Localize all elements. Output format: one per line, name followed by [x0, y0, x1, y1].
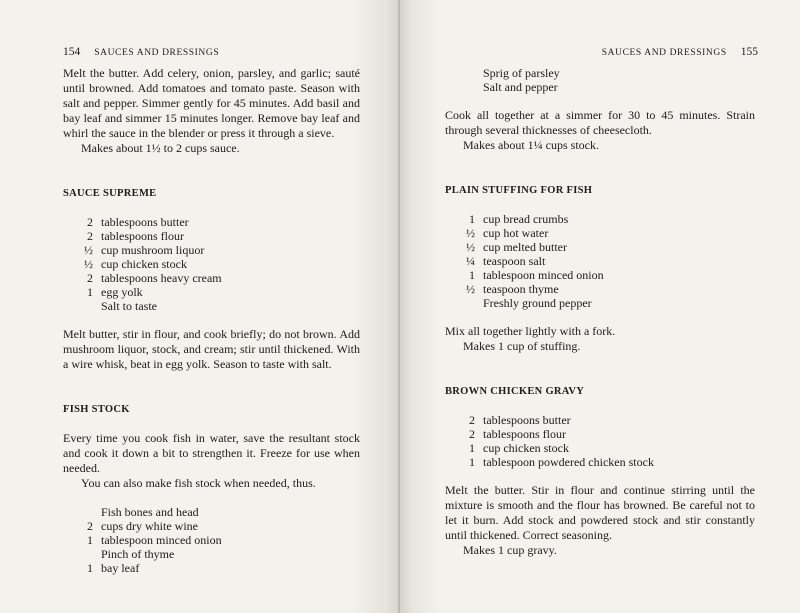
ingredient: 1 egg yolk	[87, 285, 143, 299]
recipe-title-brown-gravy: BROWN CHICKEN GRAVY	[445, 386, 585, 397]
ingredient: 2 cups dry white wine	[87, 519, 198, 533]
yield-brown-gravy: Makes 1 cup gravy.	[463, 543, 557, 557]
ingredient: Sprig of parsley	[483, 66, 560, 80]
ingredient: Salt to taste	[101, 299, 157, 313]
ingredient-list-fish-stock	[63, 505, 360, 575]
ingredient: 1 cup bread crumbs	[469, 212, 569, 226]
ingredient-list-brown-gravy	[445, 413, 755, 469]
ingredient: 2 tablespoons flour	[469, 427, 566, 441]
ingredient: Salt and pepper	[483, 80, 558, 94]
ingredient: 2 tablespoons butter	[87, 215, 189, 229]
ingredient-list-fish-stock-cont	[445, 66, 755, 94]
ingredient: 1 cup chicken stock	[469, 441, 569, 455]
ingredient: 2 tablespoons heavy cream	[87, 271, 222, 285]
left-page-content	[63, 66, 360, 575]
ingredient: ¼ teaspoon salt	[466, 254, 546, 268]
fish-stock-paragraph: Every time you cook fish in water, save the resultant stock and cook it down a bit to strengthen it. Freeze for use when needed.	[63, 431, 360, 475]
right-page-content	[445, 66, 755, 558]
page-number: 154	[63, 46, 81, 58]
ingredient: 1 bay leaf	[87, 561, 140, 575]
recipe-title-sauce-supreme: SAUCE SUPREME	[63, 188, 157, 199]
intro-yield: Makes about 1½ to 2 cups sauce.	[81, 141, 240, 155]
right-page-header	[602, 46, 758, 58]
left-page	[0, 0, 398, 613]
running-head: SAUCES AND DRESSINGS	[94, 48, 220, 58]
ingredient: ½ cup melted butter	[466, 240, 567, 254]
left-page-header	[63, 46, 219, 58]
yield-fish-stock: Makes about 1¼ cups stock.	[463, 138, 599, 152]
ingredient: Pinch of thyme	[101, 547, 175, 561]
ingredient: Freshly ground pepper	[483, 296, 592, 310]
method-plain-stuffing: Mix all together lightly with a fork.	[445, 324, 616, 338]
method-fish-stock: Cook all together at a simmer for 30 to 45 minutes. Strain through several thicknesses of cheesecloth.	[445, 108, 755, 137]
ingredient: 1 tablespoon minced onion	[87, 533, 222, 547]
ingredient: 2 tablespoons butter	[469, 413, 571, 427]
ingredient: 1 tablespoon minced onion	[469, 268, 604, 282]
page-number: 155	[740, 46, 758, 58]
running-head: SAUCES AND DRESSINGS	[601, 48, 727, 58]
ingredient: 2 tablespoons flour	[87, 229, 184, 243]
method-brown-gravy: Melt the butter. Stir in flour and continue stirring until the mixture is smooth and the flour has browned. Be careful not to let it burn. Add stock and powdered stock and stir constantly until thickened. Correct seasoning.	[445, 483, 755, 542]
ingredient-list-sauce-supreme	[63, 215, 360, 313]
ingredient: 1 tablespoon powdered chicken stock	[469, 455, 654, 469]
ingredient: ½ cup chicken stock	[84, 257, 187, 271]
ingredient: ½ cup mushroom liquor	[84, 243, 205, 257]
right-page	[400, 0, 800, 613]
yield-plain-stuffing: Makes 1 cup of stuffing.	[463, 339, 581, 353]
recipe-title-fish-stock: FISH STOCK	[63, 404, 130, 415]
ingredient: ½ cup hot water	[466, 226, 549, 240]
ingredient-list-plain-stuffing	[445, 212, 755, 310]
intro-paragraph: Melt the butter. Add celery, onion, parsley, and garlic; sauté until browned. Add tomatoes and tomato paste. Season with salt and pepper. Simmer gently for 45 minutes. Add basil and bay leaf and simmer 15 minutes longer. Remove bay leaf and whirl the sauce in the blender or press it through a sieve.	[63, 66, 360, 140]
ingredient: Fish bones and head	[101, 505, 199, 519]
method-sauce-supreme: Melt butter, stir in flour, and cook briefly; do not brown. Add mushroom liquor, stock, and cream; stir until thickened. With a wire whisk, beat in egg yolk. Season to taste with salt.	[63, 327, 360, 371]
ingredient: ½ teaspoon thyme	[466, 282, 559, 296]
recipe-title-plain-stuffing: PLAIN STUFFING FOR FISH	[445, 185, 593, 196]
fish-stock-paragraph-2: You can also make fish stock when needed, thus.	[81, 476, 316, 490]
